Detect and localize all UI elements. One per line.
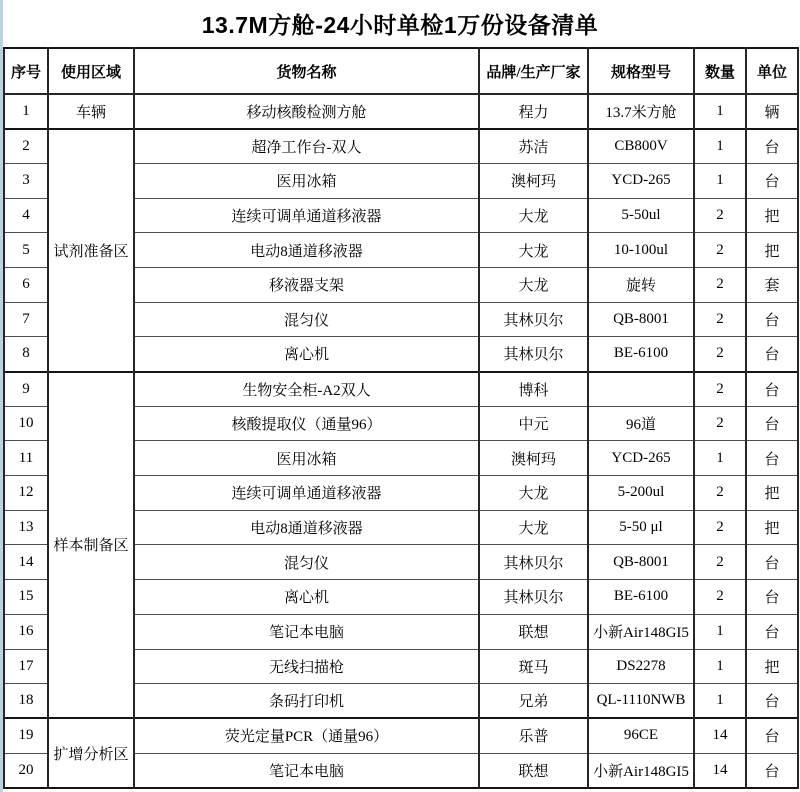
cell-no: 6 [4,267,48,302]
cell-no: 4 [4,198,48,233]
cell-qty: 1 [694,129,746,164]
cell-unit: 台 [746,372,798,407]
cell-region-amplification: 扩增分析区 [48,718,134,787]
cell-brand: 其林贝尔 [479,545,588,580]
cell-brand: 乐普 [479,718,588,753]
cell-unit: 台 [746,684,798,719]
cell-spec: 5-200ul [588,476,694,511]
cell-brand: 苏洁 [479,129,588,164]
cell-brand: 联想 [479,753,588,788]
cell-spec: QB-8001 [588,302,694,337]
equipment-table [3,47,799,789]
cell-qty: 2 [694,510,746,545]
header-spec: 规格型号 [588,48,694,94]
cell-no: 17 [4,649,48,684]
header-name: 货物名称 [134,48,479,94]
cell-name: 笔记本电脑 [134,614,479,649]
header-row [4,48,798,94]
cell-no: 1 [4,94,48,129]
cell-name: 混匀仪 [134,302,479,337]
cell-no: 5 [4,233,48,268]
cell-name: 荧光定量PCR（通量96） [134,718,479,753]
cell-qty: 2 [694,580,746,615]
header-brand: 品牌/生产厂家 [479,48,588,94]
table-row [4,94,798,129]
cell-qty: 2 [694,476,746,511]
cell-name: 连续可调单通道移液器 [134,476,479,511]
cell-unit: 台 [746,337,798,372]
cell-region-sample-prep: 样本制备区 [48,372,134,719]
cell-spec: 5-50 μl [588,510,694,545]
cell-no: 15 [4,580,48,615]
header-region: 使用区域 [48,48,134,94]
cell-brand: 其林贝尔 [479,580,588,615]
cell-name: 电动8通道移液器 [134,233,479,268]
cell-name: 无线扫描枪 [134,649,479,684]
cell-region-reagent-prep: 试剂准备区 [48,129,134,372]
cell-brand: 兄弟 [479,684,588,719]
cell-brand: 斑马 [479,649,588,684]
cell-unit: 把 [746,198,798,233]
cell-unit: 台 [746,129,798,164]
cell-unit: 把 [746,233,798,268]
cell-brand: 程力 [479,94,588,129]
cell-no: 18 [4,684,48,719]
cell-no: 20 [4,753,48,788]
cell-brand: 澳柯玛 [479,163,588,198]
cell-spec: 13.7米方舱 [588,94,694,129]
cell-qty: 2 [694,198,746,233]
cell-qty: 2 [694,372,746,407]
cell-brand: 大龙 [479,267,588,302]
cell-spec: YCD-265 [588,163,694,198]
cell-name: 核酸提取仪（通量96） [134,406,479,441]
cell-brand: 大龙 [479,233,588,268]
cell-no: 2 [4,129,48,164]
cell-unit: 把 [746,510,798,545]
cell-spec: DS2278 [588,649,694,684]
cell-qty: 14 [694,753,746,788]
cell-qty: 2 [694,406,746,441]
page-title: 13.7M方舱-24小时单检1万份设备清单 [201,12,599,38]
cell-qty: 1 [694,163,746,198]
equipment-list-sheet [3,0,797,789]
header-qty: 数量 [694,48,746,94]
cell-unit: 台 [746,406,798,441]
cell-unit: 台 [746,718,798,753]
cell-unit: 台 [746,753,798,788]
cell-qty: 2 [694,233,746,268]
cell-name: 医用冰箱 [134,163,479,198]
cell-spec: CB800V [588,129,694,164]
cell-unit: 台 [746,441,798,476]
cell-unit: 台 [746,302,798,337]
cell-qty: 2 [694,267,746,302]
cell-name: 混匀仪 [134,545,479,580]
cell-name: 生物安全柜-A2双人 [134,372,479,407]
cell-no: 11 [4,441,48,476]
cell-qty: 1 [694,649,746,684]
cell-brand: 澳柯玛 [479,441,588,476]
cell-name: 离心机 [134,580,479,615]
cell-qty: 2 [694,302,746,337]
cell-spec: 小新Air148GI5 [588,614,694,649]
cell-region-vehicle: 车辆 [48,94,134,129]
cell-no: 13 [4,510,48,545]
table-row [4,372,798,407]
cell-name: 医用冰箱 [134,441,479,476]
cell-name: 移液器支架 [134,267,479,302]
cell-name: 超净工作台-双人 [134,129,479,164]
cell-unit: 辆 [746,94,798,129]
cell-no: 12 [4,476,48,511]
cell-spec: QB-8001 [588,545,694,580]
cell-qty: 14 [694,718,746,753]
cell-brand: 大龙 [479,476,588,511]
cell-qty: 2 [694,545,746,580]
cell-no: 19 [4,718,48,753]
cell-spec: 5-50ul [588,198,694,233]
cell-spec [588,372,694,407]
header-no: 序号 [4,48,48,94]
cell-brand: 中元 [479,406,588,441]
cell-qty: 2 [694,337,746,372]
cell-unit: 台 [746,545,798,580]
cell-qty: 1 [694,441,746,476]
cell-name: 离心机 [134,337,479,372]
cell-unit: 台 [746,163,798,198]
cell-spec: BE-6100 [588,337,694,372]
cell-no: 7 [4,302,48,337]
cell-name: 电动8通道移液器 [134,510,479,545]
sheet-left-edge-strip [0,0,3,792]
cell-qty: 1 [694,614,746,649]
cell-spec: QL-1110NWB [588,684,694,719]
cell-no: 14 [4,545,48,580]
cell-unit: 把 [746,649,798,684]
cell-no: 8 [4,337,48,372]
cell-name: 笔记本电脑 [134,753,479,788]
cell-no: 9 [4,372,48,407]
cell-spec: 96CE [588,718,694,753]
cell-brand: 博科 [479,372,588,407]
cell-qty: 1 [694,94,746,129]
cell-unit: 台 [746,580,798,615]
cell-spec: BE-6100 [588,580,694,615]
cell-spec: YCD-265 [588,441,694,476]
cell-spec: 旋转 [588,267,694,302]
cell-name: 条码打印机 [134,684,479,719]
cell-brand: 其林贝尔 [479,302,588,337]
cell-brand: 大龙 [479,510,588,545]
cell-spec: 96道 [588,406,694,441]
table-row [4,718,798,753]
cell-unit: 把 [746,476,798,511]
cell-unit: 台 [746,614,798,649]
cell-unit: 套 [746,267,798,302]
cell-brand: 大龙 [479,198,588,233]
cell-brand: 联想 [479,614,588,649]
cell-no: 3 [4,163,48,198]
cell-no: 10 [4,406,48,441]
cell-spec: 小新Air148GI5 [588,753,694,788]
cell-spec: 10-100ul [588,233,694,268]
cell-no: 16 [4,614,48,649]
cell-name: 移动核酸检测方舱 [134,94,479,129]
cell-brand: 其林贝尔 [479,337,588,372]
cell-qty: 1 [694,684,746,719]
table-row [4,129,798,164]
cell-name: 连续可调单通道移液器 [134,198,479,233]
header-unit: 单位 [746,48,798,94]
